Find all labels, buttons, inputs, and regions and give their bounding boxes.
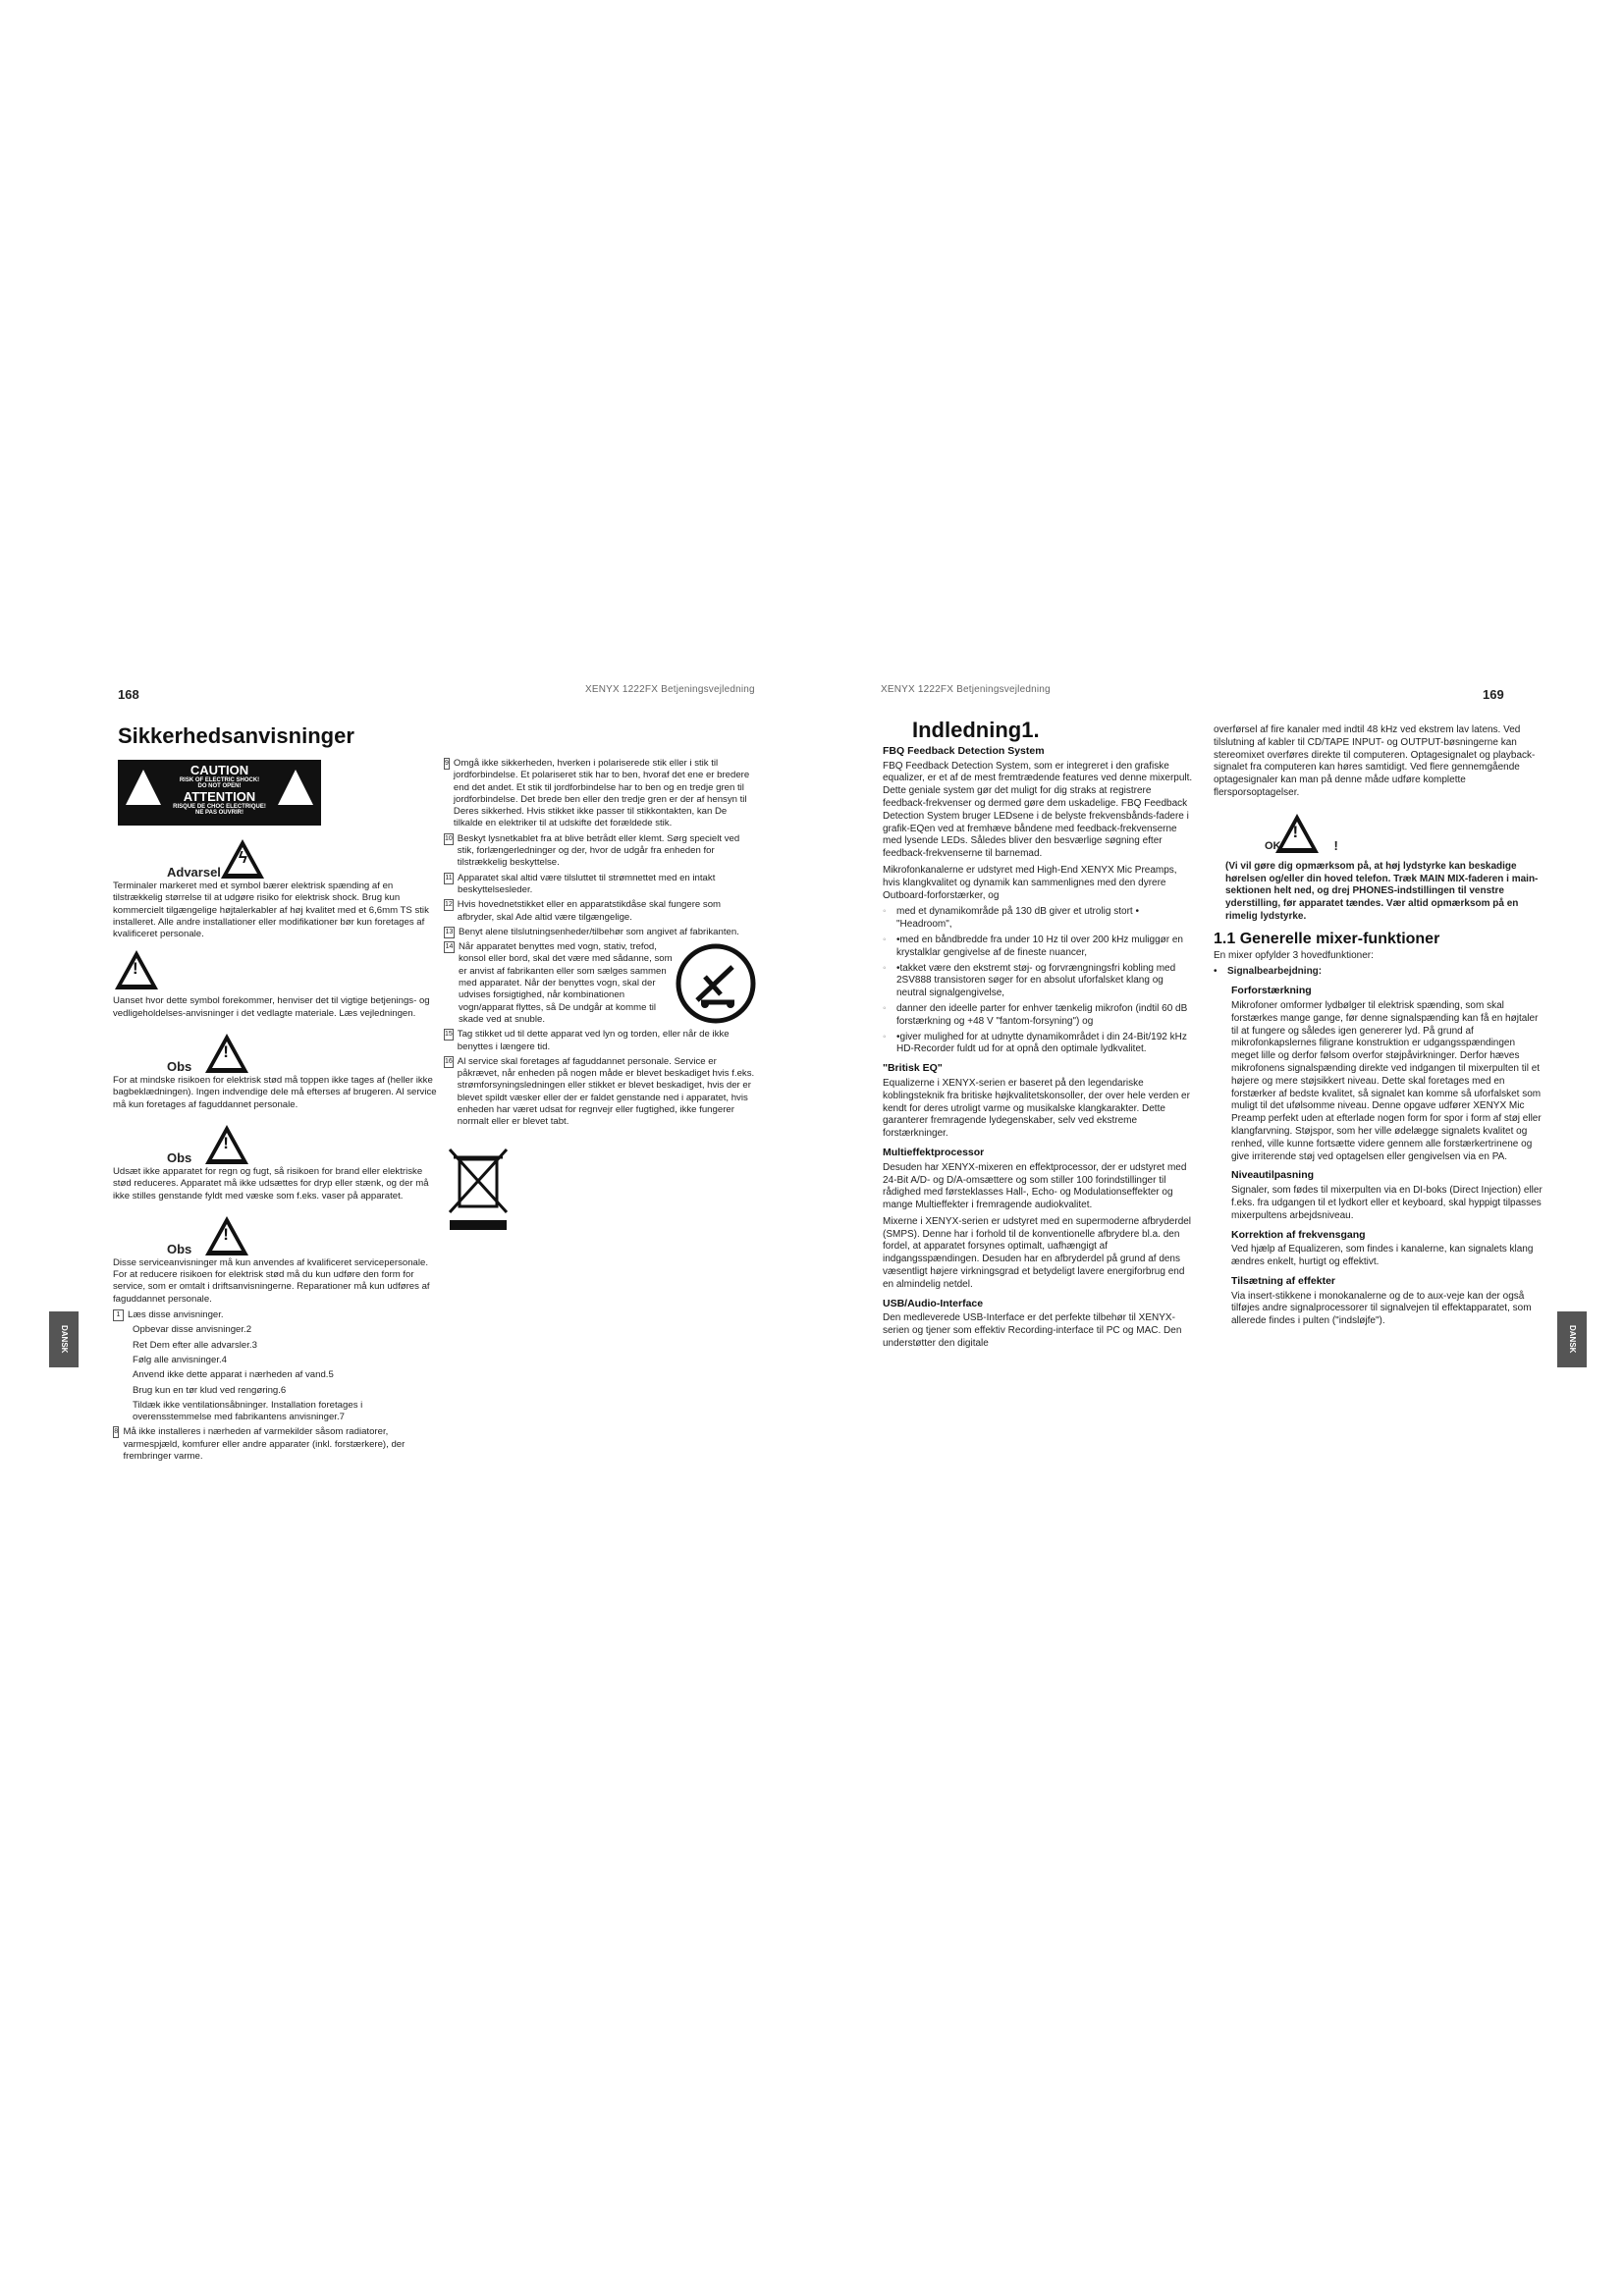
list-text: Brug kun en tør klud ved rengøring.6 [133,1384,287,1396]
left-page-title: Sikkerhedsanvisninger [118,723,354,748]
forforst-heading: Forforstærkning [1231,985,1312,997]
usb-heading: USB/Audio-Interface [883,1297,984,1309]
fbq-text1: FBQ Feedback Detection System, som er integreret i den grafiske equalizer, er et af de mest fremtrædende features ved denne mixerpult. Dette geniale system gør det muligt for dig straks at registrere feedback-frekvenser og dermed gøre dem uskadelige. FBQ Feedback Detection System bruger LEDsene i de belyste frekvensbånds-fadere i grafik-EQen ved at fremhæve båndene med feedback-frekvenserne med lysende LEDs. Således bliver den besværlige søgning efter feedback-frekvenserne til barnemad. [883,760,1193,860]
caution-line6: NE PAS OUVRIR! [195,810,244,816]
list-text: Ret Dem efter alle advarsler.3 [133,1339,257,1351]
caution-label [118,760,321,826]
usb-text: Den medleverede USB-Interface er det perfekte tilbehør til XENYX-serien og tjener som effektiv Recording-interface til PC og MAC. Den understøtter den digitale [883,1312,1182,1350]
list-text: Tildæk ikke ventilationsåbninger. Installation foretages i overensstemmelse med fabrikantens anvisninger.7 [133,1399,363,1423]
bullet-text: danner den ideelle parter for enhver tænkelig mikrofon (indtil 60 dB forstærkning og +48 V "fantom-forsyning") og [896,1002,1188,1027]
list-item [444,1029,756,1053]
obs2-text: Udsæt ikke apparatet for regn og fugt, så risikoen for brand eller elektriske stød reduceres. Apparatet må ikke udsættes for dryp eller stænk, og der må ikke stilles genstande fyldt med væske som f.eks. vaser på apparatet. [113,1165,429,1201]
list-item [113,1385,437,1397]
usb-continued-text: overførsel af fire kanaler med indtil 48 kHz ved ekstrem lav latens. Ved tilslutning af kabler til CD/TAPE INPUT- og OUTPUT-bøsningerne kan stereomixet overføres direkte til computeren. Optagesignalet og playback-signalet fra computeren kan høres samtidigt. Ved flere gennemgående optagesignaler kan man på denne måde udføre komplette flersporsoptagelser. [1214,724,1536,798]
list-number: 14 [444,941,455,953]
list-number: 8 [113,1426,119,1438]
list-text: Anvend ikke dette apparat i nærheden af vand.5 [133,1369,334,1381]
list-item [444,941,756,1026]
bullet-text: •med en båndbredde fra under 10 Hz til over 200 kHz muliggør en krystalklar gengivelse af de fineste nuancer, [896,934,1183,958]
list-item: ◦ •med en båndbredde fra under 10 Hz til over 200 kHz muliggør en krystalklar gengivelse af de fineste nuancer, [883,934,1195,960]
language-tab-right: DANSK [1557,1311,1587,1367]
list-item [113,1324,437,1336]
list-item: • Signalbearbejdning: [1214,966,1323,978]
list-text: Al service skal foretages af faguddannet personale. Service er påkrævet, når enheden på nogen måde er blevet beskadiget hvis f.eks. strømforsyningsledningen eller stikket er blevet beskadiget, hvis der er blevet spildt væsker eller der er faldet genstande ned i apparatet, hvis enheden har været udsat for regnvejr eller fugtighed, ikke fungerer normalt eller er blevet tabt. [457,1055,755,1128]
obs3-heading: Obs [167,1241,192,1256]
list-item [113,1355,437,1366]
warning-mark: ! [1333,837,1338,853]
bullet-text: med et dynamikområde på 130 dB giver et utrolig stort • "Headroom", [896,906,1139,931]
list-item: ◦ med et dynamikområde på 130 dB giver et utrolig stort • "Headroom", [883,906,1195,932]
bullet-text: •takket være den ekstremt støj- og forvrængningsfri kobling med 2SV888 transistoren søger for en absolut uforfalsket klang og neutral signalgengivelse, [896,962,1176,999]
section-intro: En mixer opfylder 3 hovedfunktioner: [1214,949,1374,961]
list-item [444,899,756,924]
list-number: 15 [444,1029,454,1041]
list-item [444,873,756,897]
language-tab-left: DANSK [49,1311,79,1367]
lightning-warning-icon [126,770,161,805]
list-item [113,1369,437,1381]
forforst-text: Mikrofoner omformer lydbølger til elektrisk spænding, som skal forstærkes mange gange, før denne signalspænding kan få en højtaler til at fungere og således igen genererer lyd. På grund af mikrofonkapslernes filigrane konstruktion er udgangsspændingen meget lille og derfor følsom overfor støjpåvirkninger. Derfor hæves mikrofonens signalspænding direkte ved indgangen til mixerpulten til et højere og mere støjsikkert niveau. Dette skal foretages med en forstærker af bedste kvalitet, så signalet kan komme så uforfalsket som muligt til det ufølsomme niveau. Denne opgave udfører XENYX Mic Preamp perfekt uden at efterlade nogen form for spor i form af støj eller klangfarvning. Støjspor, som her ville ødelægge signalets kvalitet og renhed, ville kunne fortsætte videre gennem alle forstærkertrinene og give irriterende støj ved optagelsen eller gengivelsen via en PA. [1231,999,1542,1162]
list-number: 11 [444,873,454,884]
list-item [444,1056,756,1129]
exclamation-warning-icon: ! [205,1125,248,1164]
list-number: 10 [444,833,454,845]
weee-bin-icon [444,1144,513,1234]
left-page-header: XENYX 1222FX Betjeningsvejledning [585,684,755,695]
list-number: 12 [444,899,454,911]
volume-warning-text: (Vi vil gøre dig opmærksom på, at høj lydstyrke kan beskadige hørelsen og/eller din hoved telefon. Træk MAIN MIX-faderen i main-sektionen helt ned, og drej PHONES-indstillingen til venstre yderstilling, før apparatet tændes. Vær altid opmærksom på en rimelig lydstyrke. [1225,860,1539,922]
list-text: Følg alle anvisninger.4 [133,1354,227,1365]
advarsel-heading: Advarsel [167,864,221,880]
caution-line4: ATTENTION [183,789,256,804]
bullet-text: •giver mulighed for at udnytte dynamikområdet i din 24-Bit/192 kHz HD-Recorder fuldt ud for at opnå den optimale lydkvalitet. [896,1031,1187,1055]
caution-line1: CAUTION [189,763,249,777]
exclamation-warning-icon: ! [115,950,158,989]
right-page-number: 169 [1483,687,1504,702]
list-text: Når apparatet benyttes med vogn, stativ, trefod, konsol eller bord, skal det være med sådanne, som er anvist af fabrikanten eller som sælges sammen med apparatet. Når der benyttes vogn, skal der udvises forsigtighed, når kombinationen vogn/apparat flyttes, så De undgår at komme til skade ved at snuble. [459,941,673,1025]
list-number: 13 [444,927,455,938]
caution-line5: RISQUE DE CHOC ELECTRIQUE! [173,804,266,810]
list-text: Beskyt lysnetkablet fra at blive betrådt eller klemt. Sørg specielt ved stik, forlængerledninger og der, hvor de udgår fra enheden for tilstrækkelig beskyttelse. [457,832,740,869]
list-text: Tag stikket ud til dette apparat ved lyn og torden, eller når de ikke benyttes i længere tid. [457,1029,730,1052]
list-item [113,1340,437,1352]
bullet-text: Signalbearbejdning: [1227,966,1323,978]
eq-heading: "Britisk EQ" [883,1062,943,1075]
list-text: Læs disse anvisninger. [128,1309,224,1321]
obs1-text: For at mindske risikoen for elektrisk stød må toppen ikke tages af (heller ikke bagbeklædningen). Ingen indvendige dele må efterses af brugeren. Al service må kun foretages af faguddannet personale. [113,1075,437,1110]
safety-list [113,1309,437,1463]
list-text: Omgå ikke sikkerheden, hverken i polariserede stik eller i stik til jordforbindelse. Et polariseret stik har to ben, hvoraf det ene er bredere end det andet. Et stik til jordforbindelse har to ben og en tredje gren til jordforbindelse. Det brede ben eller den tredje gren er der af hensyn til Deres sikkerhed. Hvis stikket ikke passer til stikkontakten, kan De tilkalde en elektriker til at udskifte det forældede stik. [453,758,750,829]
tils-heading: Tilsætning af effekter [1231,1274,1335,1287]
obs2-heading: Obs [167,1149,192,1165]
korr-heading: Korrektion af frekvensgang [1231,1228,1366,1241]
list-item: ◦ •giver mulighed for at udnytte dynamikområdet i din 24-Bit/192 kHz HD-Recorder fuldt ud for at opnå den optimale lydkvalitet. [883,1032,1195,1057]
advarsel-text: Terminaler markeret med et symbol bærer elektrisk spænding af en tilstrækkelig størrelse til at udgøre risiko for elektrisk shock. Brug kun kommercielt tilgængelige højtalerkabler af høj kvalitet med et 6,6mm TS stik installeret. Alle andre installationer eller modifikationer bør kun foretages af kvalificeret personale. [113,881,429,940]
multi-text: Desuden har XENYX-mixeren en effektprocessor, der er udstyret med 24-Bit A/D- og D/A-omsættere og som stiller 100 forindstillinger til rådighed med førsteklasses Hall-, Echo- og Modulationseffekter og mange Multieffekter i fremragende audiokvalitet. [883,1161,1187,1211]
list-item [113,1400,437,1424]
cart-warning-icon [676,943,756,1024]
fbq-text2: Mikrofonkanalerne er udstyret med High-End XENYX Mic Preamps, hvis klangkvalitet og dynamik kan sammenlignes med den dyrere Outboard-forforstærker, og [883,864,1177,901]
tils-text: Via insert-stikkene i monokanalerne og de to aux-veje kan der også tilføjes andre signalprocessorer til signalvejen til effektapparatet, som allerede findes i pulten ("indsløjfe"). [1231,1290,1532,1327]
symbol-text: Uanset hvor dette symbol forekommer, henviser det til vigtige betjenings- og vedligeholdelses-anvisninger i det vedlagte materiale. Læs vejledningen. [113,995,430,1019]
list-item [444,833,756,870]
list-text: Hvis hovednetstikket eller en apparatstikdåse skal fungere som afbryder, skal Ade altid være tilgængelige. [457,899,722,923]
caution-line2: RISK OF ELECTRIC SHOCK! [179,777,260,783]
list-item [113,1426,437,1463]
list-text: Apparatet skal altid være tilsluttet til strømnettet med en intakt beskyttelsesleder. [458,872,716,895]
niveau-text: Signaler, som fødes til mixerpulten via en DI-boks (Direct Injection) eller f.eks. fra udgangen til et lydkort eller et keyboard, skal hyppigt tilpasses mixerpultens arbejdsniveau. [1231,1185,1543,1221]
exclamation-warning-icon [278,770,313,805]
obs3-text: Disse serviceanvisninger må kun anvendes af kvalificeret servicepersonale. For at reducere risikoen for elektrisk stød må du kun udføre den form for service, som er omtalt i driftsanvisningerne. Reparationer må kun udføres af faguddannet personale. [113,1256,430,1305]
fbq-heading: FBQ Feedback Detection System [883,744,1045,757]
list-text: Benyt alene tilslutningsenheder/tilbehør som angivet af fabrikanten. [459,926,739,937]
exclamation-warning-icon: ! [205,1034,248,1073]
caution-line3: DO NOT OPEN! [197,783,242,789]
lightning-warning-icon: ϟ [221,839,264,879]
list-item [444,758,756,830]
korr-text: Ved hjælp af Equalizeren, som findes i kanalerne, kan signalets klang ændres enkelt, hurtigt og effektivt. [1231,1244,1534,1268]
list-item: ◦ danner den ideelle parter for enhver tænkelig mikrofon (indtil 60 dB forstærkning og +48 V "fantom-forsyning") og [883,1003,1195,1029]
left-page-number: 168 [118,687,139,702]
obs1-heading: Obs [167,1058,192,1074]
list-number: 9 [444,758,450,770]
list-item [113,1309,437,1321]
list-text: Må ikke installeres i nærheden af varmekilder såsom radiatorer, varmespjæld, komfurer eller andre apparater (inkl. forstærkere), der frembringer varme. [123,1426,406,1463]
list-number: 16 [444,1056,454,1068]
eq-text: Equalizerne i XENYX-serien er baseret på den legendariske koblingsteknik fra britiske højkvalitetskonsoller, der over hele verden er kendt for deres utroligt varme og musikalske klangkarakter. Dette garanterer fremragende lydegenskaber, selv ved ekstreme forstærkninger. [883,1077,1190,1140]
multi-heading: Multieffektprocessor [883,1146,985,1158]
niveau-heading: Niveautilpasning [1231,1169,1315,1182]
exclamation-warning-icon: ! [1275,814,1319,853]
right-page-header: XENYX 1222FX Betjeningsvejledning [881,684,1051,695]
list-number: 1 [113,1309,124,1321]
feature-bullets [883,906,1195,1056]
section-title: 1.1 Generelle mixer-funktioner [1214,930,1440,947]
list-item [444,927,756,938]
right-page-title: Indledning1. [912,718,1040,742]
exclamation-warning-icon: ! [205,1216,248,1255]
list-text: Opbevar disse anvisninger.2 [133,1324,252,1336]
ok-label: OK [1265,839,1281,852]
list-item: ◦ •takket være den ekstremt støj- og forvrængningsfri kobling med 2SV888 transistoren søger for en absolut uforfalsket klang og neutral signalgengivelse, [883,963,1195,1000]
multi-text2: Mixerne i XENYX-serien er udstyret med en supermoderne afbryderdel (SMPS). Denne har i forhold til de konventionelle afbrydere bl.a. den fordel, at apparatet forsynes optimalt, uafhængigt af indgangsspændingen. Desuden har en afbryderdel på grund af dens væsentligt højere virkningsgrad et betydeligt lavere energiforbrug end en almindelig netdel. [883,1215,1192,1290]
